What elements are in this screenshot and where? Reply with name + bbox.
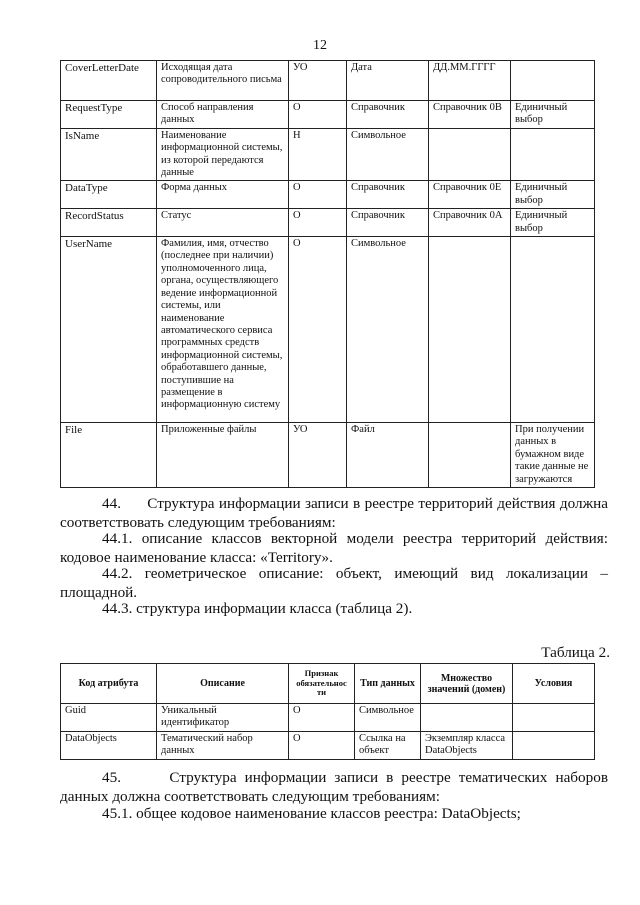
attribute-code: RecordStatus [61,209,157,237]
attribute-code: IsName [61,128,157,181]
table-header-row [61,664,595,704]
table-row [61,128,595,181]
table-row [61,101,595,129]
attribute-description: Уникальный идентификатор [157,704,289,732]
attribute-required: О [289,101,347,129]
table-row [61,731,595,759]
attribute-description: Приложенные файлы [157,423,289,488]
attribute-type: Справочник [347,101,429,129]
attribute-required: О [289,237,347,423]
attribute-domain [429,237,511,423]
attribute-code: DataType [61,181,157,209]
paragraph-45-1: 45.1. общее кодовое наименование классов реестра: DataObjects; [102,805,521,822]
header-required: Признак обязательнос ти [289,664,355,704]
attribute-required: УО [289,61,347,101]
attribute-required: О [289,704,355,732]
class-structure-table [60,663,595,760]
attribute-description: Фамилия, имя, отчество (последнее при наличии) уполномоченного лица, органа, осуществляющего ведение информационной системы, или наименование автоматического сервиса программных средств информационной системы, обработавшего данные, поступившие на размещение в информационную систему [157,237,289,423]
table-row [61,423,595,488]
attribute-domain: ДД.ММ.ГГГГ [429,61,511,101]
attribute-required: УО [289,423,347,488]
attribute-domain: Экземпляр класса DataObjects [421,731,513,759]
attribute-type: Справочник [347,209,429,237]
table-row [61,181,595,209]
paragraph-44: 44. Структура информации записи в реестре территорий действия должна соответствовать следующим требованиям: [60,495,608,531]
attribute-required: О [289,209,347,237]
header-attribute-code: Код атрибута [61,664,157,704]
attribute-conditions [511,237,595,423]
attribute-conditions [513,731,595,759]
attribute-domain: Справочник 0Е [429,181,511,209]
attribute-description: Способ направления данных [157,101,289,129]
attribute-domain [429,423,511,488]
attribute-required: Н [289,128,347,181]
attribute-description: Статус [157,209,289,237]
table-row [61,237,595,423]
attribute-description: Форма данных [157,181,289,209]
attribute-description: Наименование информационной системы, из которой передаются данные [157,128,289,181]
attribute-conditions [513,704,595,732]
attribute-description: Исходящая дата сопроводительного письма [157,61,289,101]
header-conditions: Условия [513,664,595,704]
attribute-type: Символьное [347,237,429,423]
header-description: Описание [157,664,289,704]
attribute-required: О [289,181,347,209]
attribute-type: Справочник [347,181,429,209]
table-row [61,61,595,101]
attribute-code: DataObjects [61,731,157,759]
table-2-caption: Таблица 2. [541,644,610,661]
attribute-conditions [511,128,595,181]
attribute-required: О [289,731,355,759]
header-domain: Множество значений (домен) [421,664,513,704]
attribute-description: Тематический набор данных [157,731,289,759]
attribute-type: Файл [347,423,429,488]
attribute-conditions [511,61,595,101]
attribute-conditions: При получении данных в бумажном виде такие данные не загружаются [511,423,595,488]
header-data-type: Тип данных [355,664,421,704]
paragraph-44-2: 44.2. геометрическое описание: объект, имеющий вид локализации – площадной. [60,565,608,601]
table-row [61,704,595,732]
paragraph-44-1: 44.1. описание классов векторной модели реестра территорий действия: кодовое наименование класса: «Territory». [60,530,608,566]
attribute-code: Guid [61,704,157,732]
attribute-conditions: Единичный выбор [511,101,595,129]
attribute-code: UserName [61,237,157,423]
attribute-type: Символьное [355,704,421,732]
attribute-type: Символьное [347,128,429,181]
page-number: 12 [313,38,327,53]
attribute-domain: Справочник 0А [429,209,511,237]
attribute-domain [421,704,513,732]
attribute-domain: Справочник 0В [429,101,511,129]
attribute-domain [429,128,511,181]
attributes-table-continued [60,60,595,488]
paragraph-45: 45. Структура информации записи в реестре тематических наборов данных должна соответствовать следующим требованиям: [60,769,608,805]
attribute-conditions: Единичный выбор [511,181,595,209]
attribute-conditions: Единичный выбор [511,209,595,237]
attribute-type: Дата [347,61,429,101]
paragraph-44-3: 44.3. структура информации класса (таблица 2). [102,600,413,617]
attribute-type: Ссылка на объект [355,731,421,759]
attribute-code: File [61,423,157,488]
table-row [61,209,595,237]
attribute-code: CoverLetterDate [61,61,157,101]
attribute-code: RequestType [61,101,157,129]
